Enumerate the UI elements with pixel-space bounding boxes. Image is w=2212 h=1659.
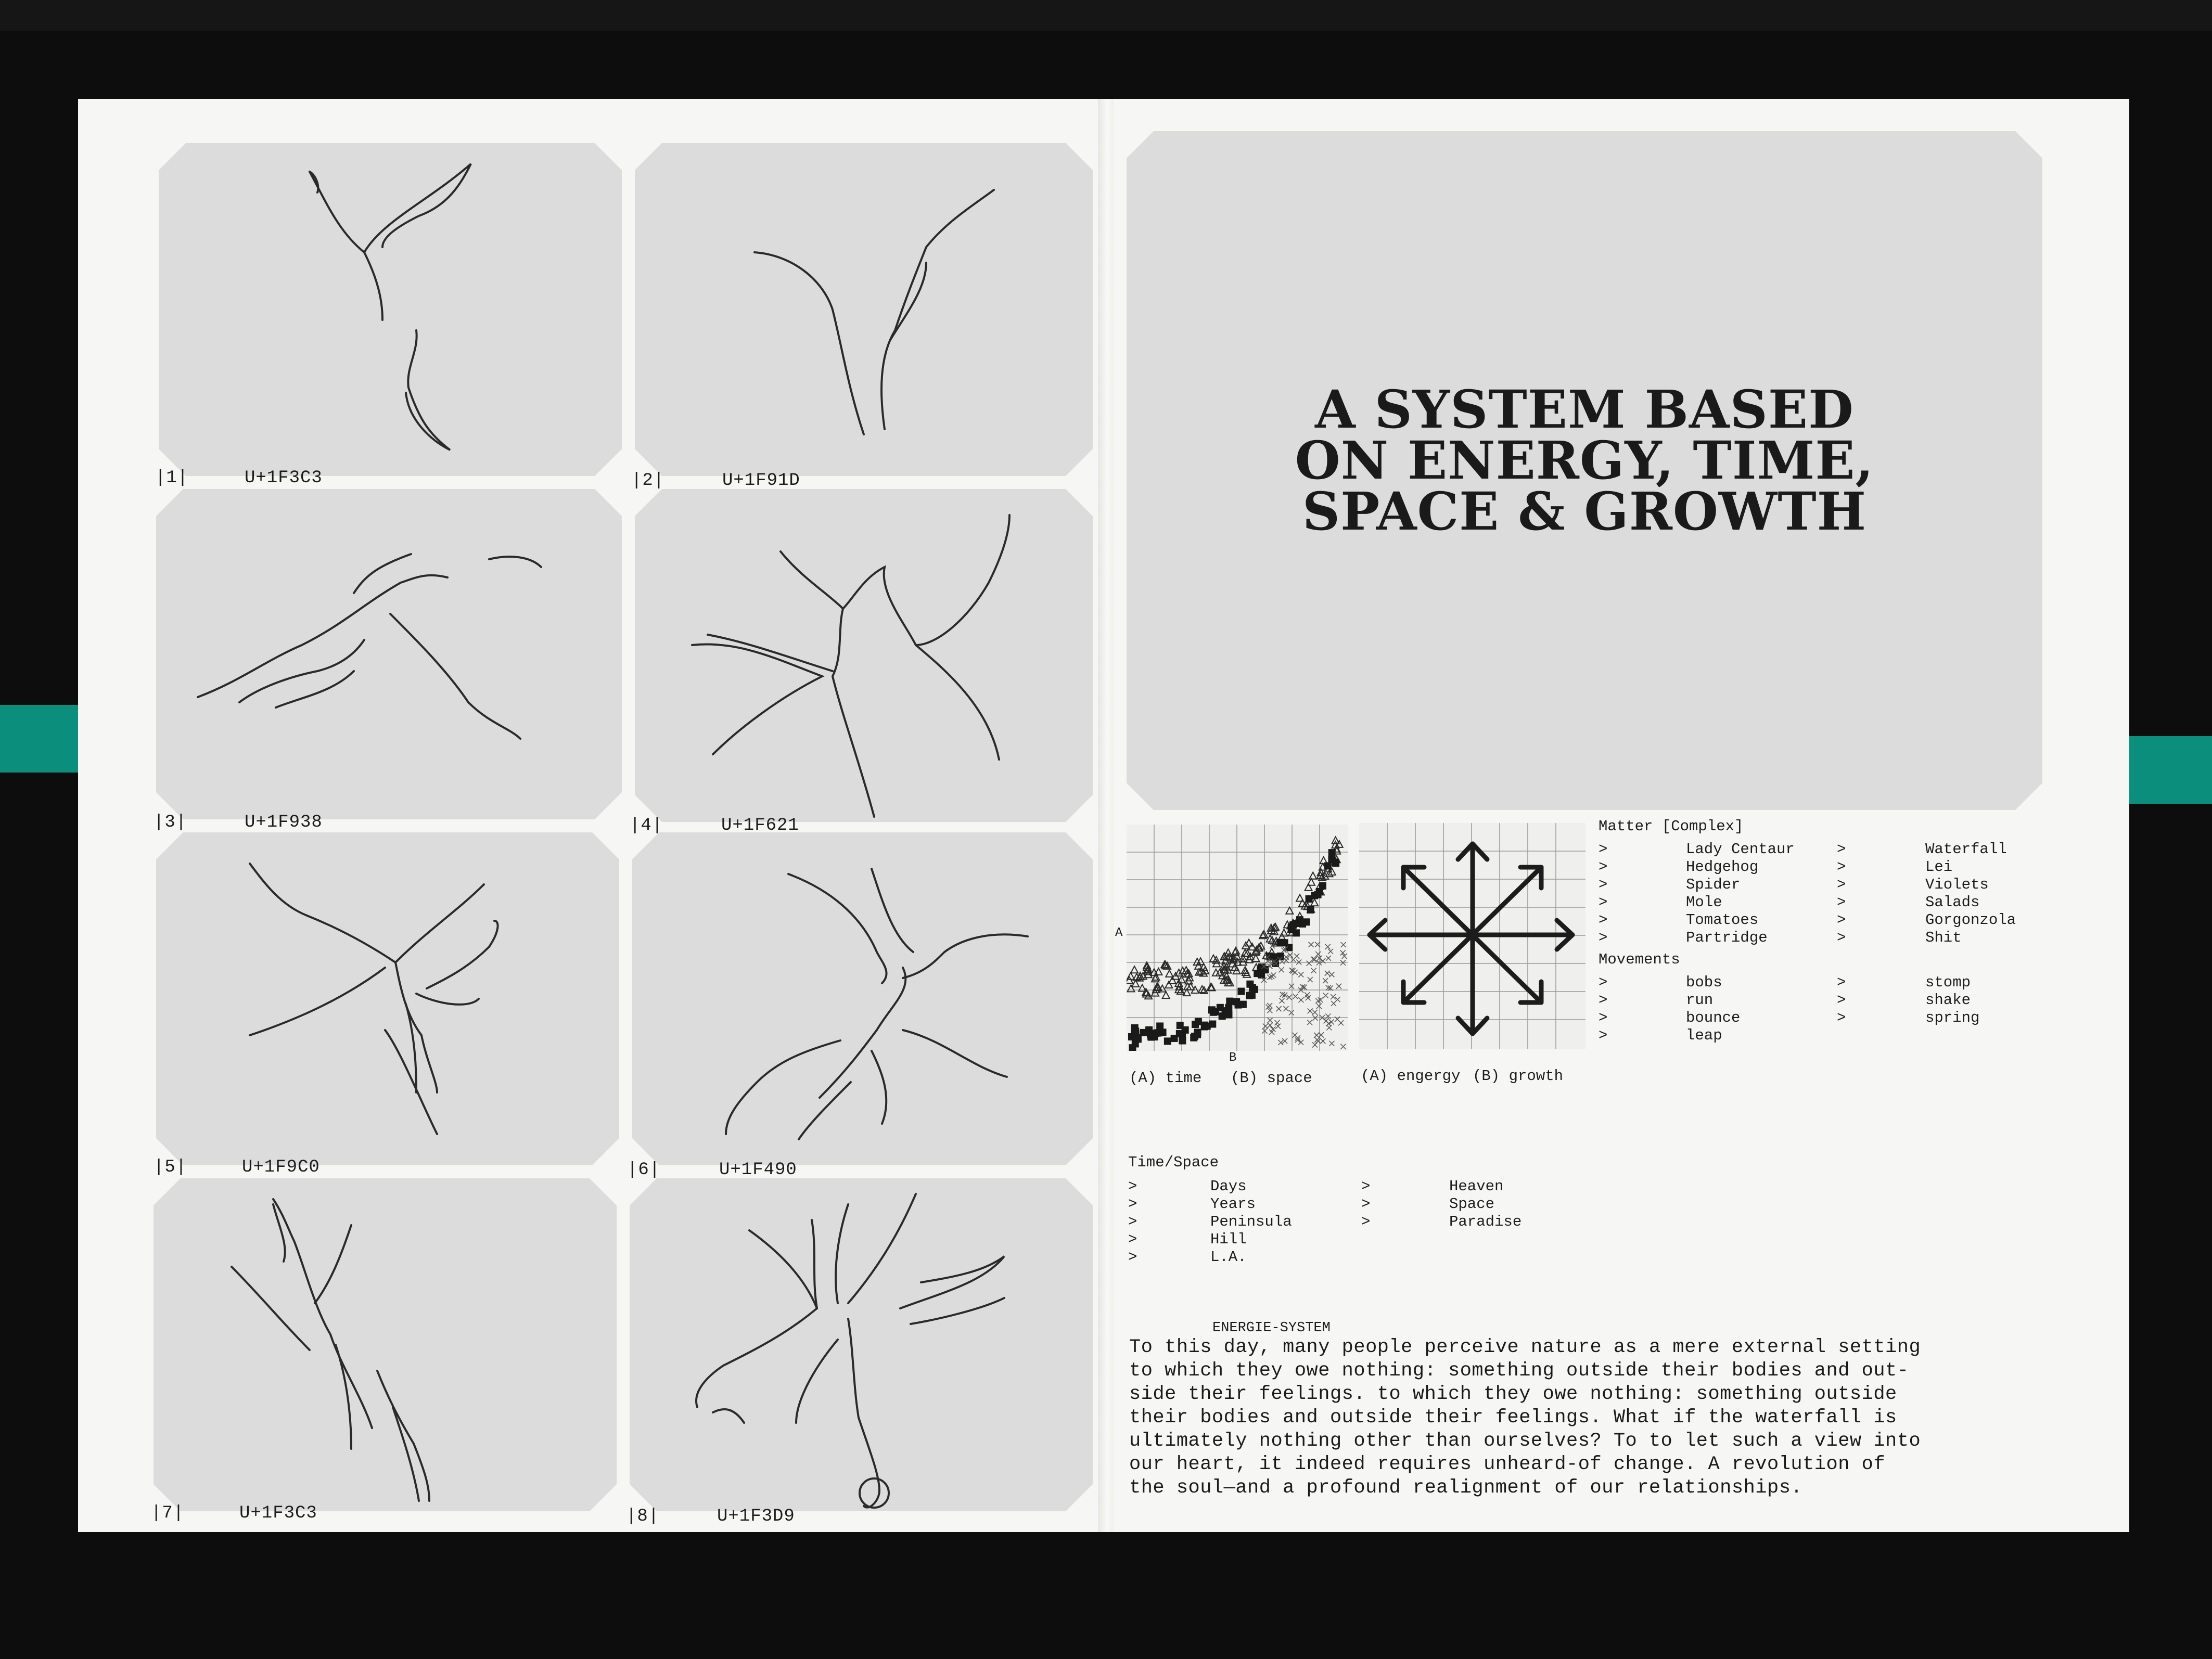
scatter-cross — [1314, 1033, 1319, 1038]
matter-item: Lei — [1925, 858, 1953, 876]
scatter-triangle — [1128, 985, 1135, 992]
scatter-cross — [1307, 1020, 1312, 1025]
arrow-marker: > — [1837, 929, 1846, 946]
scatter-triangle — [1131, 966, 1138, 973]
scatter-cross — [1308, 1008, 1313, 1013]
illustration-panel-7 — [154, 1178, 617, 1511]
list-item — [1599, 911, 2067, 929]
matter-item: Hedgehog — [1686, 858, 1759, 876]
essay-line: ultimately nothing other than ourselves? To to let such a view into — [1129, 1430, 1921, 1452]
figure-label-space: (B) space — [1231, 1070, 1312, 1087]
scatter-square — [1177, 1022, 1184, 1029]
arrow-marker: > — [1361, 1213, 1371, 1230]
scatter-cross — [1293, 994, 1298, 999]
scatter-square — [1201, 1023, 1208, 1031]
scatter-cross — [1326, 956, 1331, 961]
headline-line: SPACE & GROWTH — [1302, 481, 1867, 542]
list-item — [1599, 876, 2067, 894]
arrow-marker: > — [1599, 858, 1608, 876]
matter-heading: Matter [Complex] — [1599, 818, 1744, 835]
figure-drawing — [630, 1178, 1093, 1511]
scatter-cross — [1331, 994, 1336, 999]
figure-label-time: (A) time — [1129, 1070, 1202, 1087]
axis-label-b: B — [1229, 1051, 1237, 1065]
figure-drawing — [154, 1178, 617, 1511]
unicode-code: U+1F3C3 — [245, 468, 323, 488]
scatter-triangle — [1162, 992, 1170, 998]
illustration-panel-3 — [156, 489, 622, 819]
scatter-cross — [1341, 942, 1346, 947]
scatter-cross — [1338, 1020, 1344, 1025]
arrow-marker: > — [1837, 1009, 1846, 1026]
background-band-top — [0, 0, 2212, 31]
figure-drawing — [156, 489, 622, 819]
matter-item: Waterfall — [1925, 841, 2007, 858]
list-item — [1128, 1178, 1544, 1195]
scatter-cross — [1263, 1023, 1268, 1028]
panel-number: |2| — [631, 471, 665, 491]
timespace-item: Hill — [1210, 1231, 1247, 1248]
arrow-marker: > — [1128, 1213, 1137, 1230]
scatter-square — [1235, 1001, 1242, 1009]
scatter-square — [1156, 1029, 1163, 1036]
arrow-marker: > — [1599, 929, 1608, 946]
arrow-marker: > — [1128, 1249, 1137, 1266]
arrow-marker: > — [1599, 974, 1608, 991]
scatter-plot — [1127, 825, 1348, 1051]
panel-number: |7| — [151, 1503, 185, 1523]
figure-label-growth: (B) growth — [1473, 1068, 1564, 1085]
panel-number: |3| — [154, 813, 187, 832]
list-item — [1599, 858, 2067, 876]
figure-drawing — [159, 143, 622, 476]
unicode-code: U+1F91D — [722, 471, 800, 491]
movement-item: stomp — [1925, 974, 1971, 991]
timespace-item: Paradise — [1449, 1213, 1522, 1230]
scatter-triangle — [1165, 981, 1172, 988]
scatter-cross — [1325, 944, 1331, 949]
list-item — [1599, 929, 2067, 947]
panel-number: |1| — [155, 468, 189, 488]
headline-line: ON ENERGY, TIME, — [1295, 430, 1874, 491]
scatter-cross — [1312, 1042, 1318, 1047]
timespace-item: L.A. — [1210, 1249, 1247, 1266]
scatter-square — [1209, 1021, 1216, 1028]
illustration-panel-8 — [630, 1178, 1093, 1511]
scatter-cross — [1298, 972, 1303, 977]
timespace-list — [1128, 1154, 1544, 1266]
illustration-panel-4 — [635, 489, 1093, 822]
figure-drawing — [635, 489, 1093, 822]
matter-item: Salads — [1925, 894, 1980, 911]
unicode-code: U+1F3C3 — [239, 1503, 317, 1523]
essay-body — [1129, 1336, 2061, 1500]
list-item — [1599, 1009, 2067, 1027]
scatter-cross — [1309, 942, 1314, 947]
scatter-square — [1164, 1037, 1171, 1045]
headline — [1127, 379, 2042, 542]
scatter-square — [1246, 981, 1254, 988]
arrow-marker: > — [1128, 1178, 1137, 1195]
scatter-square — [1156, 1022, 1163, 1030]
essay-line: To this day, many people perceive nature as a mere external setting — [1129, 1336, 1921, 1358]
arrow-marker: > — [1837, 876, 1846, 893]
matter-item: Spider — [1686, 876, 1741, 893]
arrow-marker: > — [1837, 841, 1846, 858]
scatter-cross — [1308, 977, 1313, 982]
list-item — [1599, 992, 2067, 1009]
scatter-cross — [1275, 1020, 1280, 1025]
accent-band-right — [2129, 736, 2212, 804]
scatter-cross — [1268, 1018, 1273, 1023]
scatter-cross — [1315, 951, 1321, 957]
movement-item: shake — [1925, 992, 1971, 1009]
essay-line: side their feelings. to which they owe nothing: something outside — [1129, 1383, 1897, 1405]
scatter-square — [1210, 1009, 1217, 1016]
list-item — [1599, 1027, 2067, 1045]
scatter-square — [1131, 1024, 1139, 1032]
scatter-square — [1299, 920, 1306, 928]
scatter-cross — [1275, 1024, 1281, 1029]
scatter-triangle — [1212, 969, 1220, 976]
timespace-item: Space — [1449, 1195, 1495, 1213]
scatter-triangle — [1210, 955, 1217, 962]
scatter-square — [1324, 862, 1332, 869]
movement-item: run — [1686, 992, 1714, 1009]
essay-line: the soul—and a profound realignment of our relationships. — [1129, 1477, 1803, 1499]
arrow-marker: > — [1599, 1009, 1608, 1026]
arrow-marker: > — [1599, 911, 1608, 929]
scatter-square — [1319, 882, 1326, 890]
illustration-panel-1 — [159, 143, 622, 476]
arrow-marker: > — [1599, 992, 1608, 1009]
scatter-cross — [1323, 978, 1328, 983]
matter-item: Gorgonzola — [1925, 911, 2016, 929]
arrow-marker: > — [1361, 1178, 1371, 1195]
scatter-cross — [1268, 1023, 1273, 1028]
scatter-cross — [1298, 1040, 1303, 1045]
arrow-marker: > — [1599, 876, 1608, 893]
timespace-item: Days — [1210, 1178, 1247, 1195]
list-item — [1128, 1249, 1544, 1266]
arrow-marker: > — [1837, 858, 1846, 876]
panel-number: |6| — [627, 1160, 661, 1180]
essay-kicker: ENERGIE-SYSTEM — [1212, 1320, 1331, 1336]
scatter-cross — [1316, 1004, 1322, 1009]
list-item — [1599, 894, 2067, 911]
scatter-square — [1194, 1031, 1201, 1038]
arrow-star-figure — [1359, 823, 1586, 1049]
arrow-marker: > — [1837, 894, 1846, 911]
timespace-heading: Time/Space — [1128, 1154, 1219, 1171]
scatter-cross — [1328, 949, 1333, 954]
scatter-cross — [1336, 984, 1341, 989]
movement-item: spring — [1925, 1009, 1980, 1026]
panel-number: |8| — [626, 1507, 660, 1526]
arrow-star — [1359, 823, 1586, 1049]
arrow-marker: > — [1837, 911, 1846, 929]
scatter-cross — [1279, 967, 1284, 972]
scatter-triangle — [1248, 943, 1256, 950]
arrow-marker: > — [1837, 974, 1846, 991]
unicode-code: U+1F9C0 — [242, 1158, 320, 1177]
movements-heading: Movements — [1599, 951, 1680, 968]
scatter-cross — [1320, 1038, 1325, 1044]
scatter-figure — [1127, 825, 1348, 1051]
arrow-marker: > — [1128, 1231, 1137, 1248]
list-item — [1599, 841, 2067, 858]
scatter-square — [1276, 939, 1284, 946]
scatter-cross — [1282, 1038, 1287, 1044]
scatter-cross — [1323, 993, 1328, 998]
arrow-marker: > — [1599, 841, 1608, 858]
unicode-code: U+1F490 — [719, 1160, 797, 1180]
arrow-marker: > — [1837, 992, 1846, 1009]
scatter-cross — [1324, 1018, 1329, 1023]
illustration-panel-5 — [156, 832, 619, 1165]
figure-label-energy: (A) engergy — [1361, 1068, 1461, 1085]
scatter-cross — [1278, 1040, 1283, 1045]
arrow-marker: > — [1361, 1195, 1371, 1213]
illustration-panel-2 — [635, 143, 1093, 476]
scatter-cross — [1325, 1013, 1331, 1019]
timespace-item: Peninsula — [1210, 1213, 1292, 1230]
scatter-cross — [1329, 972, 1334, 977]
scatter-square — [1226, 998, 1233, 1005]
list-item — [1128, 1231, 1544, 1249]
axis-label-a: A — [1115, 926, 1123, 940]
figure-drawing — [635, 143, 1093, 476]
scatter-cross — [1312, 1010, 1318, 1015]
matter-item: Shit — [1925, 929, 1962, 946]
scatter-cross — [1276, 1006, 1282, 1011]
essay-line: their bodies and outside their feelings. What if the waterfall is — [1129, 1407, 1897, 1429]
matter-item: Violets — [1925, 876, 1989, 893]
scatter-cross — [1289, 984, 1294, 989]
movement-item: bounce — [1686, 1009, 1741, 1026]
matter-item: Mole — [1686, 894, 1722, 911]
scatter-cross — [1283, 1006, 1288, 1011]
matter-list — [1599, 818, 2067, 1045]
list-item — [1128, 1195, 1544, 1213]
panel-number: |4| — [630, 816, 663, 835]
movement-item: bobs — [1686, 974, 1722, 991]
scatter-cross — [1329, 1019, 1334, 1024]
accent-band-left — [0, 705, 78, 773]
scatter-square — [1219, 1012, 1226, 1020]
scatter-triangle — [1309, 872, 1316, 879]
timespace-item: Heaven — [1449, 1178, 1504, 1195]
scatter-square — [1306, 895, 1313, 903]
scatter-cross — [1294, 954, 1299, 959]
scatter-cross — [1280, 998, 1285, 1004]
arrow-marker: > — [1599, 894, 1608, 911]
unicode-code: U+1F938 — [245, 813, 323, 832]
arrow-marker: > — [1599, 1027, 1608, 1044]
scatter-square — [1328, 849, 1336, 856]
scatter-square — [1129, 1044, 1136, 1051]
illustration-panel-6 — [632, 832, 1093, 1165]
scatter-square — [1332, 859, 1339, 867]
essay-line: to which they owe nothing: something outside their bodies and out- — [1129, 1360, 1909, 1382]
movement-item: leap — [1686, 1027, 1722, 1044]
scatter-cross — [1331, 1001, 1336, 1006]
scatter-triangle — [1166, 970, 1173, 977]
scatter-cross — [1340, 1044, 1346, 1049]
figure-drawing — [632, 832, 1093, 1165]
scatter-cross — [1311, 968, 1316, 973]
scatter-square — [1314, 891, 1322, 898]
scatter-square — [1134, 1035, 1142, 1043]
scatter-square — [1246, 992, 1253, 999]
panel-number: |5| — [154, 1158, 187, 1177]
figure-drawing — [156, 832, 619, 1165]
scatter-square — [1237, 988, 1245, 995]
essay-line: our heart, it indeed requires unheard-of change. A revolution of — [1129, 1454, 1886, 1475]
scatter-square — [1148, 1034, 1155, 1041]
matter-item: Lady Centaur — [1686, 841, 1795, 858]
book-gutter — [1098, 99, 1114, 1532]
timespace-item: Years — [1210, 1195, 1256, 1213]
scatter-cross — [1298, 997, 1303, 1002]
unicode-code: U+1F621 — [721, 816, 799, 835]
scatter-square — [1307, 906, 1314, 914]
scatter-cross — [1289, 1010, 1294, 1015]
list-item — [1599, 974, 2067, 992]
list-item — [1128, 1213, 1544, 1231]
scatter-cross — [1325, 971, 1330, 976]
unicode-code: U+1F3D9 — [717, 1507, 795, 1526]
arrow-marker: > — [1128, 1195, 1137, 1213]
matter-item: Partridge — [1686, 929, 1768, 946]
scatter-square — [1195, 1018, 1202, 1025]
matter-item: Tomatoes — [1686, 911, 1759, 929]
scatter-cross — [1329, 1041, 1334, 1046]
scatter-square — [1288, 925, 1296, 933]
headline-line: A SYSTEM BASED — [1315, 379, 1854, 440]
